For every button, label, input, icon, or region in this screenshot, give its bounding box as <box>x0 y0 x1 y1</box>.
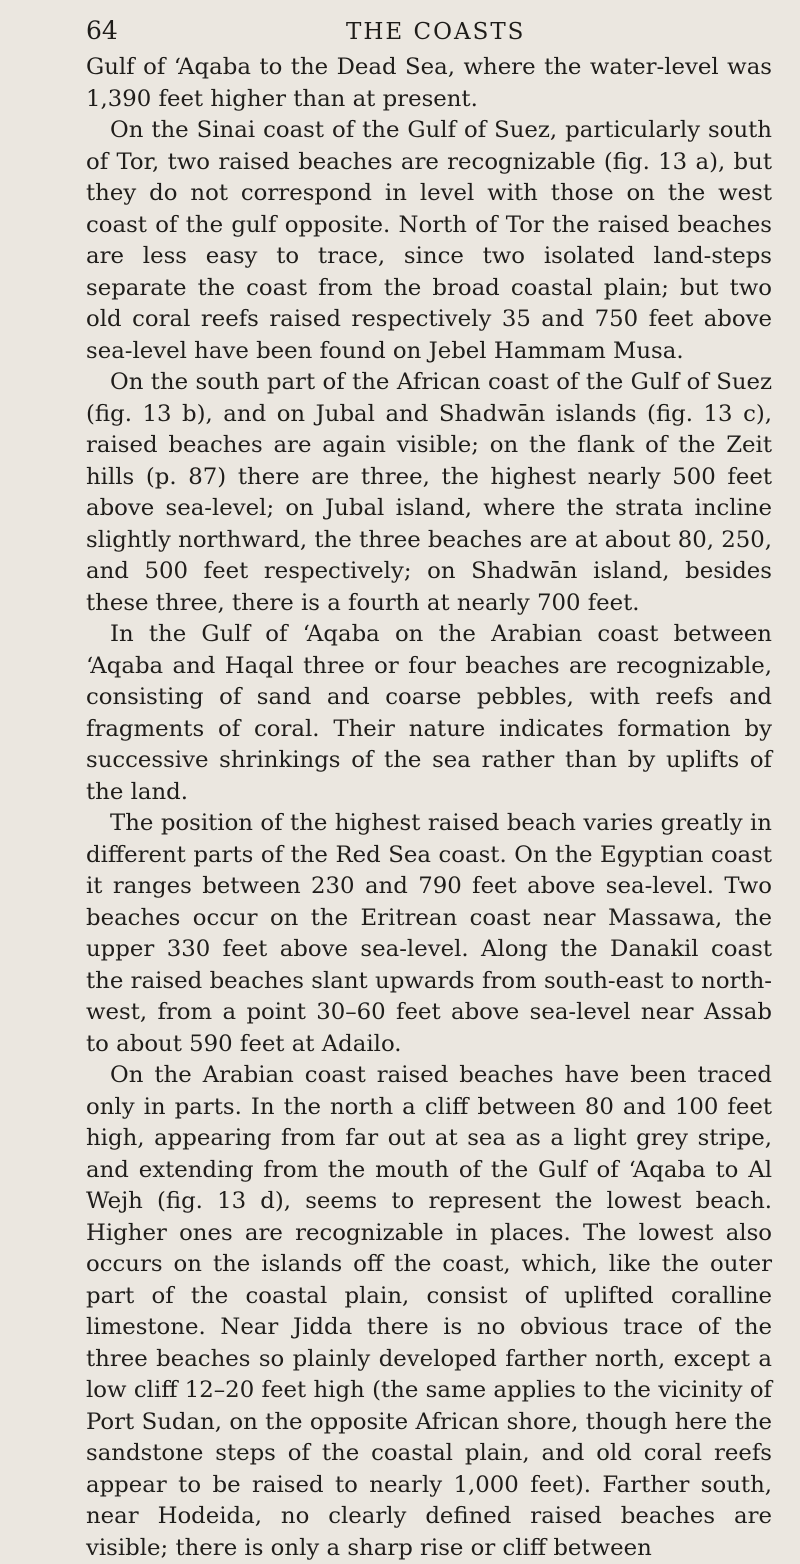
paragraph: On the Sinai coast of the Gulf of Suez, particularly south of Tor, two raised beaches are recognizable (fig. 13 a), but they do not correspond in level with those on the west coast of the gulf opposite. North of Tor the raised beaches are less easy to trace, since two isolated land-steps separate the coast from the broad coastal plain; but two old coral reefs raised respectively 35 and 750 feet above sea-level have been found on Jebel Hammam Musa. <box>86 117 772 364</box>
paragraph: On the south part of the African coast of the Gulf of Suez (fig. 13 b), and on Jubal and Shadwān islands (fig. 13 c), raised beaches are again visible; on the flank of the Zeit hills (p. 87) there are three, the highest nearly 500 feet above sea-level; on Jubal island, where the strata incline slightly northward, the three beaches are at about 80, 250, and 500 feet respectively; on Shadwān island, besides these three, there is a fourth at nearly 700 feet. <box>86 369 772 616</box>
body-text <box>86 52 772 1564</box>
paragraph: The position of the highest raised beach varies greatly in different parts of the Red Sea coast. On the Egyptian coast it ranges between 230 and 790 feet above sea-level. Two beaches occur on the Eritrean coast near Massawa, the upper 330 feet above sea-level. Along the Danakil coast the raised beaches slant upwards from south-east to north-west, from a point 30–60 feet above sea-level near Assab to about 590 feet at Adailo. <box>86 810 772 1057</box>
page-number: 64 <box>86 16 118 45</box>
paragraph: On the Arabian coast raised beaches have been traced only in parts. In the north a cliff between 80 and 100 feet high, appearing from far out at sea as a light grey stripe, and extending from the mouth of the Gulf of ‘Aqaba to Al Wejh (fig. 13 d), seems to represent the lowest beach. Higher ones are recognizable in places. The lowest also occurs on the islands off the coast, which, like the outer part of the coastal plain, consist of uplifted coralline limestone. Near Jidda there is no obvious trace of the three beaches so plainly developed farther north, except a low cliff 12–20 feet high (the same applies to the vicinity of Port Sudan, on the opposite African shore, though here the sandstone steps of the coastal plain, and old coral reefs appear to be raised to nearly 1,000 feet). Farther south, near Hodeida, no clearly defined raised beaches are visible; there is only a sharp rise or cliff between <box>86 1062 772 1561</box>
running-title: THE COASTS <box>346 19 526 45</box>
running-head <box>86 16 772 50</box>
paragraph: Gulf of ‘Aqaba to the Dead Sea, where the water-level was 1,390 feet higher than at present. <box>86 54 772 112</box>
paragraph: In the Gulf of ‘Aqaba on the Arabian coast between ‘Aqaba and Haqal three or four beaches are recognizable, consisting of sand and coarse pebbles, with reefs and fragments of coral. Their nature indicates formation by successive shrinkings of the sea rather than by uplifts of the land. <box>86 621 772 805</box>
